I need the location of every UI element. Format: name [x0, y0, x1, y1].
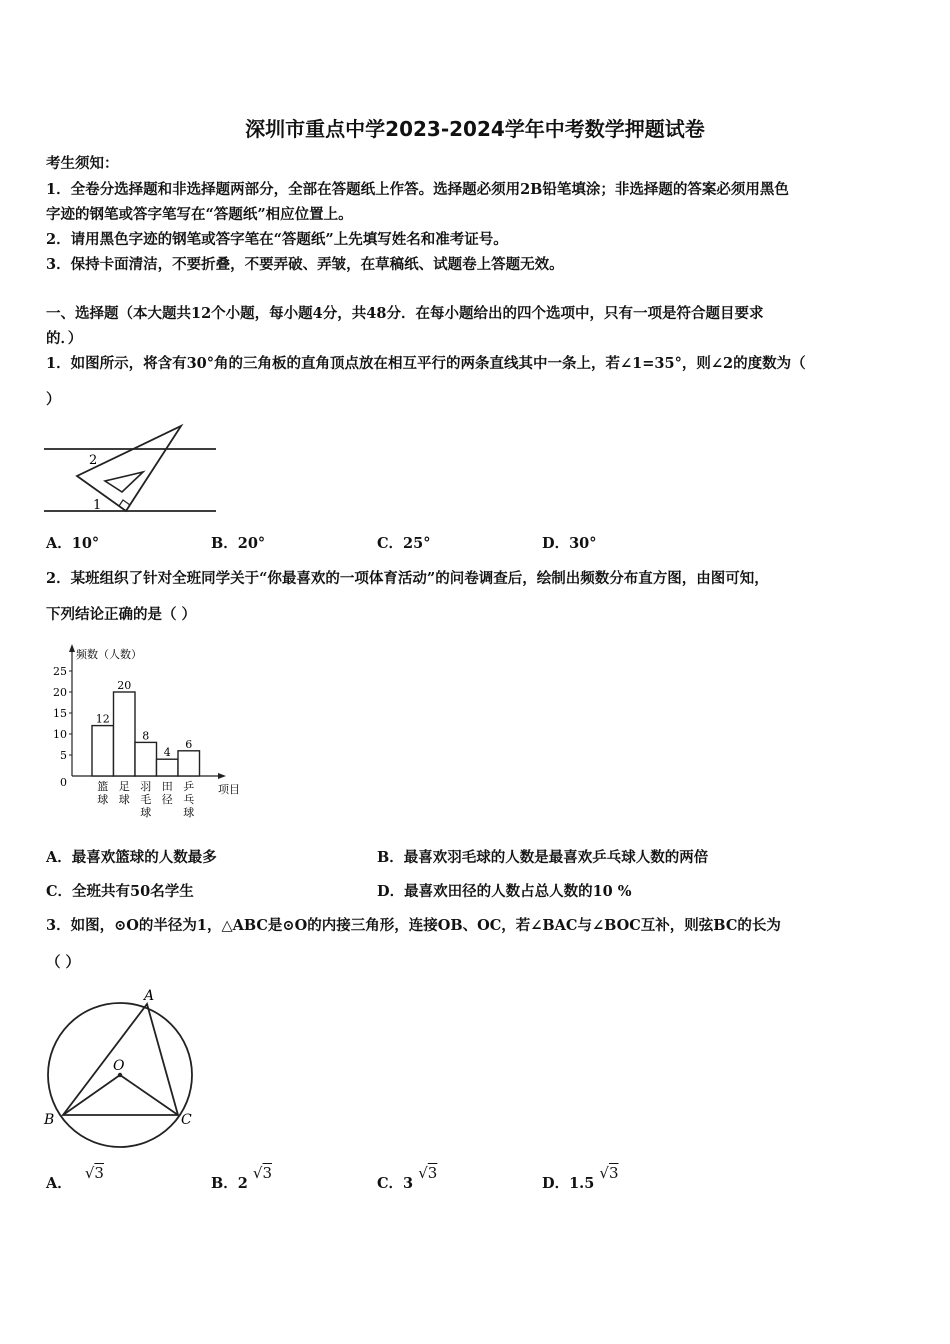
q3-option-d-sqrt: √3 — [599, 1164, 619, 1182]
segment-ob — [63, 1075, 120, 1115]
point-label-b: B — [44, 1112, 55, 1128]
q1-option-c[interactable]: C．25° — [377, 535, 431, 552]
bar-value-label: 20 — [117, 679, 132, 692]
q3-option-a-radicand: 3 — [94, 1164, 104, 1182]
q3-text-a: 3．如图，⊙O的半径为1，△ABC是⊙O的内接三角形，连接OB、OC，若∠BAC与∠BOC互补，则弦BC的长为 — [46, 917, 781, 934]
q1-option-d[interactable]: D．30° — [542, 535, 597, 552]
page-title: 深圳市重点中学2023-2024学年中考数学押题试卷 — [245, 117, 705, 141]
q3-option-a-sqrt: √3 — [84, 1164, 104, 1182]
y-axis-label: 频数（人数） — [76, 648, 142, 661]
q3-option-c-sqrt: √3 — [418, 1164, 438, 1182]
q2-text-a: 2．某班组织了针对全班同学关于“你最喜欢的一项体育活动”的问卷调查后，绘制出频数分布直方图，由图可知， — [46, 570, 769, 587]
q2-text-b: 下列结论正确的是（ ） — [46, 606, 197, 623]
q1-text-b: ） — [46, 391, 61, 408]
notice-heading: 考生须知： — [46, 155, 119, 172]
q3-circle-figure — [40, 985, 205, 1150]
angle-label-1: 1 — [93, 498, 102, 513]
q2-option-d[interactable]: D．最喜欢田径的人数占总人数的10 % — [377, 883, 632, 900]
histogram-bar — [114, 692, 136, 776]
q3-option-d[interactable] — [542, 1164, 619, 1193]
x-axis-arrow — [218, 773, 226, 779]
category-label: 田径 — [161, 780, 173, 806]
category-label: 羽毛球 — [140, 780, 152, 819]
q3-option-b-radicand: 3 — [262, 1164, 273, 1182]
q3-option-b[interactable] — [211, 1164, 273, 1193]
section1-heading-a: 一、选择题（本大题共12个小题，每小题4分，共48分．在每小题给出的四个选项中，只有一项是符合题目要求 — [46, 305, 764, 322]
y-tick-label: 10 — [53, 728, 67, 741]
q3-option-b-sqrt: √3 — [252, 1164, 273, 1182]
bar-value-label: 6 — [185, 737, 193, 751]
q3-option-c-coef: 3 — [403, 1175, 414, 1192]
category-label: 乒乓球 — [183, 780, 195, 819]
bar-value-label: 8 — [142, 729, 150, 743]
q3-option-b-coef: 2 — [237, 1175, 248, 1192]
point-label-c: C — [181, 1112, 192, 1128]
histogram-bar — [178, 751, 200, 776]
right-angle-mark — [119, 500, 130, 506]
histogram-bar — [135, 742, 157, 776]
y-axis-arrow — [69, 644, 75, 652]
notice-line-2: 2．请用黑色字迹的钢笔或答字笔在“答题纸”上先填写姓名和准考证号。 — [46, 231, 508, 248]
q2-histogram — [44, 640, 254, 835]
q1-option-b[interactable]: B．20° — [211, 535, 266, 552]
q3-option-d-radicand: 3 — [608, 1164, 619, 1182]
y-tick-label: 5 — [60, 749, 67, 762]
bar-value-label: 12 — [95, 712, 110, 726]
histogram-bar — [92, 726, 114, 776]
q3-option-c[interactable] — [377, 1164, 438, 1193]
q1-option-a[interactable]: A．10° — [46, 535, 100, 552]
q3-text-b: （ ） — [46, 954, 81, 971]
q2-option-c[interactable]: C．全班共有50名学生 — [46, 883, 194, 900]
y-tick-label: 20 — [53, 686, 67, 699]
q1-triangle-figure — [44, 420, 220, 516]
set-square-inner — [105, 472, 143, 492]
q3-option-d-coef: 1.5 — [569, 1175, 595, 1192]
q3-option-a-label: A． — [46, 1175, 72, 1192]
category-label: 足球 — [118, 780, 130, 806]
point-label-a: A — [144, 988, 155, 1004]
section1-heading-b: 的．） — [46, 330, 83, 347]
q3-option-c-label: C． — [377, 1175, 404, 1192]
angle-label-2: 2 — [89, 453, 98, 468]
notice-line-3: 3．保持卡面清洁，不要折叠，不要弄破、弄皱，在草稿纸、试题卷上答题无效。 — [46, 256, 564, 273]
x-axis-label: 项目 — [218, 783, 240, 796]
q2-option-a[interactable]: A．最喜欢篮球的人数最多 — [46, 849, 217, 866]
q1-text-a: 1．如图所示，将含有30°角的三角板的直角顶点放在相互平行的两条直线其中一条上，若∠1=35°，则∠2的度数为（ — [46, 355, 806, 372]
point-label-o: O — [113, 1058, 125, 1074]
histogram-bar — [157, 759, 179, 776]
y-tick-label: 25 — [53, 665, 67, 678]
q2-option-b[interactable]: B．最喜欢羽毛球的人数是最喜欢乒乓球人数的两倍 — [377, 849, 709, 866]
y-tick-label: 0 — [60, 776, 67, 789]
bar-value-label: 4 — [163, 746, 171, 760]
q3-option-d-label: D． — [542, 1175, 570, 1192]
notice-line-1a: 1．全卷分选择题和非选择题两部分，全部在答题纸上作答。选择题必须用2B铅笔填涂；非选择题的答案必须用黑色 — [46, 181, 789, 198]
category-label: 篮球 — [97, 780, 109, 806]
notice-line-1b: 字迹的钢笔或答字笔写在“答题纸”相应位置上。 — [46, 206, 353, 223]
y-tick-label: 15 — [53, 707, 67, 720]
q3-option-c-radicand: 3 — [427, 1164, 438, 1182]
q3-option-a[interactable] — [46, 1164, 104, 1193]
q3-option-b-label: B． — [211, 1175, 238, 1192]
